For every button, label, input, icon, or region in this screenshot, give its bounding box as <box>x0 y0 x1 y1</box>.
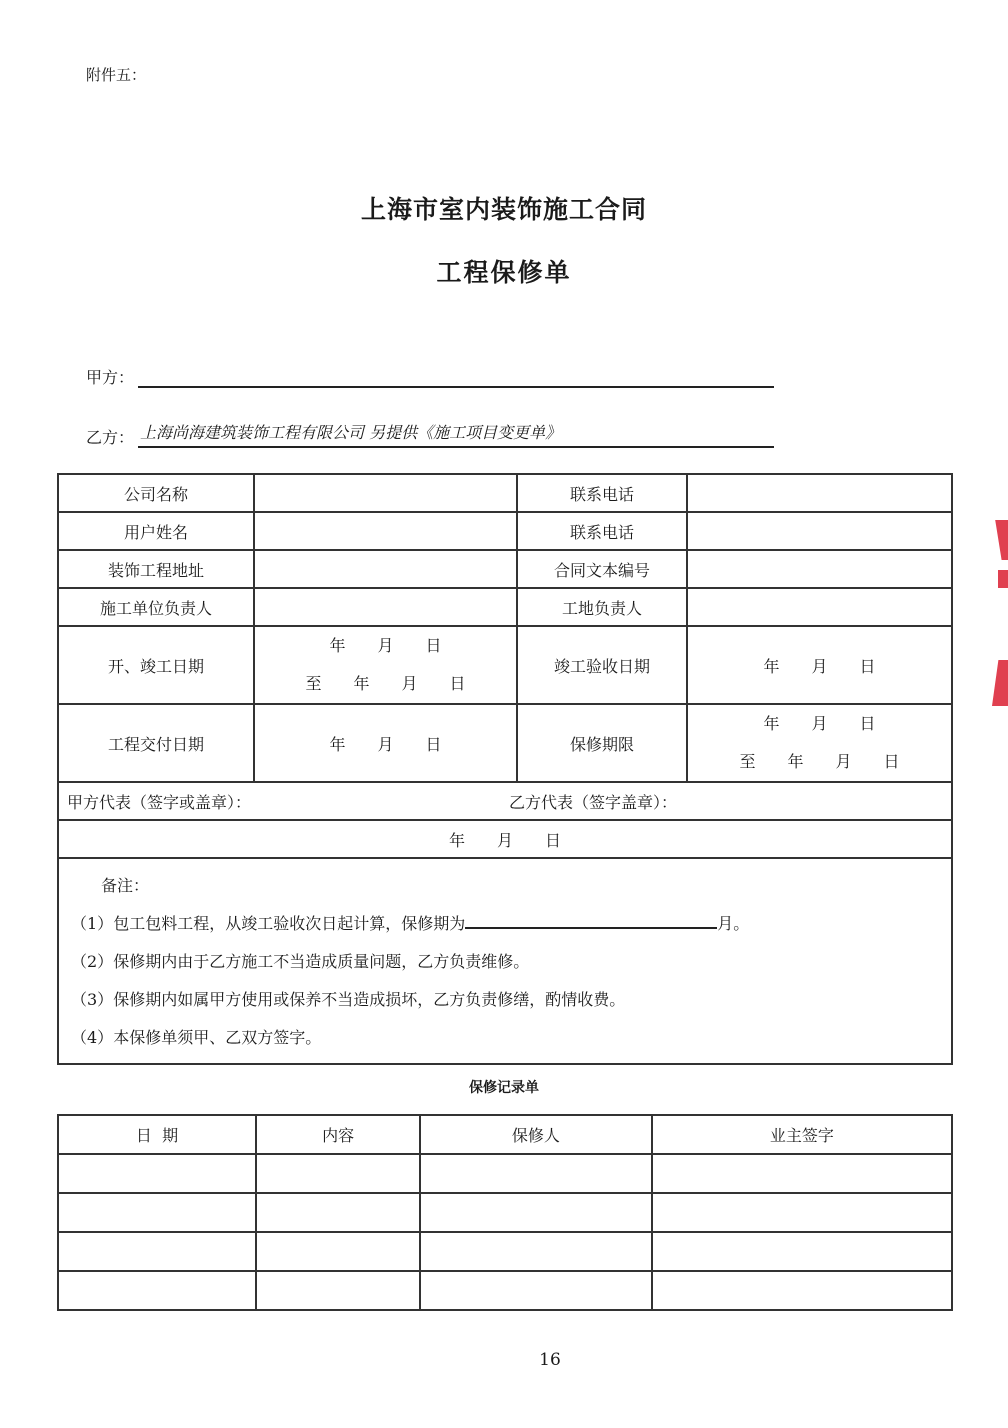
sign-date-field[interactable]: 年 月 日 <box>58 820 952 858</box>
record-date-field[interactable] <box>58 1271 256 1310</box>
party-a-rep-label: 甲方代表（签字或盖章）： <box>67 792 252 812</box>
document-title: 上海市室内装饰施工合同 <box>360 195 647 224</box>
info-table <box>57 473 953 1065</box>
notes-cell <box>58 858 952 1064</box>
record-row <box>58 1154 952 1193</box>
warranty-period-label: 保修期限 <box>517 704 687 782</box>
party-b-row <box>86 420 774 448</box>
note-item: （1）包工包料工程，从竣工验收次日起计算，保修期为 月。 <box>71 905 951 943</box>
header-repairer: 保修人 <box>420 1115 652 1154</box>
warranty-start: 年 月 日 <box>763 714 876 733</box>
company-name-field[interactable] <box>254 474 517 512</box>
record-row <box>58 1271 952 1310</box>
record-content-field[interactable] <box>256 1271 420 1310</box>
record-owner-signature-field[interactable] <box>652 1232 952 1271</box>
record-table-title: 保修记录单 <box>469 1080 539 1096</box>
user-name-field[interactable] <box>254 512 517 550</box>
notes-title: 备注： <box>101 876 150 895</box>
record-content-field[interactable] <box>256 1232 420 1271</box>
note-item: （4）本保修单须甲、乙双方签字。 <box>71 1028 322 1047</box>
warranty-period-field[interactable] <box>687 704 952 782</box>
warranty-months-field[interactable] <box>465 911 717 929</box>
contact-phone-label: 联系电话 <box>517 512 687 550</box>
end-date: 至 年 月 日 <box>305 674 466 693</box>
user-name-label: 用户姓名 <box>58 512 254 550</box>
annex-label: 附件五： <box>86 66 147 84</box>
record-owner-signature-field[interactable] <box>652 1154 952 1193</box>
contact-phone-field[interactable] <box>687 512 952 550</box>
header-content: 内容 <box>256 1115 420 1154</box>
table-row <box>58 474 952 512</box>
record-row <box>58 1193 952 1232</box>
note-item: （3）保修期内如属甲方使用或保养不当造成损坏，乙方负责修缮，酌情收费。 <box>71 990 626 1009</box>
table-row <box>58 550 952 588</box>
header-date: 日 期 <box>58 1115 256 1154</box>
contractor-lead-field[interactable] <box>254 588 517 626</box>
table-row <box>58 512 952 550</box>
record-content-field[interactable] <box>256 1193 420 1232</box>
record-date-field[interactable] <box>58 1154 256 1193</box>
record-repairer-field[interactable] <box>420 1271 652 1310</box>
acceptance-date-field[interactable]: 年 月 日 <box>687 626 952 704</box>
start-end-date-label: 开、竣工日期 <box>58 626 254 704</box>
table-row <box>58 820 952 858</box>
record-header-row <box>58 1115 952 1154</box>
site-lead-field[interactable] <box>687 588 952 626</box>
record-table <box>57 1114 953 1311</box>
address-label: 装饰工程地址 <box>58 550 254 588</box>
address-field[interactable] <box>254 550 517 588</box>
stamp-fragment-icon <box>998 570 1008 588</box>
party-a-row <box>86 364 774 388</box>
site-lead-label: 工地负责人 <box>517 588 687 626</box>
record-repairer-field[interactable] <box>420 1193 652 1232</box>
header-owner-signature: 业主签字 <box>652 1115 952 1154</box>
warranty-end: 至 年 月 日 <box>739 752 900 771</box>
contractor-lead-label: 施工单位负责人 <box>58 588 254 626</box>
page-number: 16 <box>539 1350 561 1370</box>
delivery-date-field[interactable]: 年 月 日 <box>254 704 517 782</box>
record-row <box>58 1232 952 1271</box>
document-subtitle: 工程保修单 <box>436 258 572 287</box>
stamp-fragment-icon <box>992 660 1008 706</box>
start-date: 年 月 日 <box>329 636 442 655</box>
stamp-fragment-icon <box>992 520 1008 560</box>
note-item: （2）保修期内由于乙方施工不当造成质量问题，乙方负责维修。 <box>71 952 530 971</box>
table-row <box>58 704 952 782</box>
record-content-field[interactable] <box>256 1154 420 1193</box>
record-owner-signature-field[interactable] <box>652 1193 952 1232</box>
table-row <box>58 782 952 820</box>
record-date-field[interactable] <box>58 1232 256 1271</box>
table-row <box>58 626 952 704</box>
party-a-field[interactable] <box>138 364 774 388</box>
contract-number-field[interactable] <box>687 550 952 588</box>
party-b-field[interactable] <box>138 420 774 448</box>
record-owner-signature-field[interactable] <box>652 1271 952 1310</box>
signature-row[interactable] <box>58 782 952 820</box>
acceptance-date-label: 竣工验收日期 <box>517 626 687 704</box>
contact-phone-label: 联系电话 <box>517 474 687 512</box>
party-b-label: 乙方： <box>86 428 135 447</box>
record-date-field[interactable] <box>58 1193 256 1232</box>
party-b-rep-label: 乙方代表（签字盖章）： <box>509 792 678 812</box>
table-row <box>58 858 952 1064</box>
delivery-date-label: 工程交付日期 <box>58 704 254 782</box>
contract-number-label: 合同文本编号 <box>517 550 687 588</box>
party-a-label: 甲方： <box>86 368 135 387</box>
record-repairer-field[interactable] <box>420 1232 652 1271</box>
table-row <box>58 588 952 626</box>
record-repairer-field[interactable] <box>420 1154 652 1193</box>
party-b-value: 上海尚海建筑装饰工程有限公司 另提供《施工项目变更单》 <box>140 423 562 442</box>
contact-phone-field[interactable] <box>687 474 952 512</box>
company-name-label: 公司名称 <box>58 474 254 512</box>
start-end-date-field[interactable] <box>254 626 517 704</box>
